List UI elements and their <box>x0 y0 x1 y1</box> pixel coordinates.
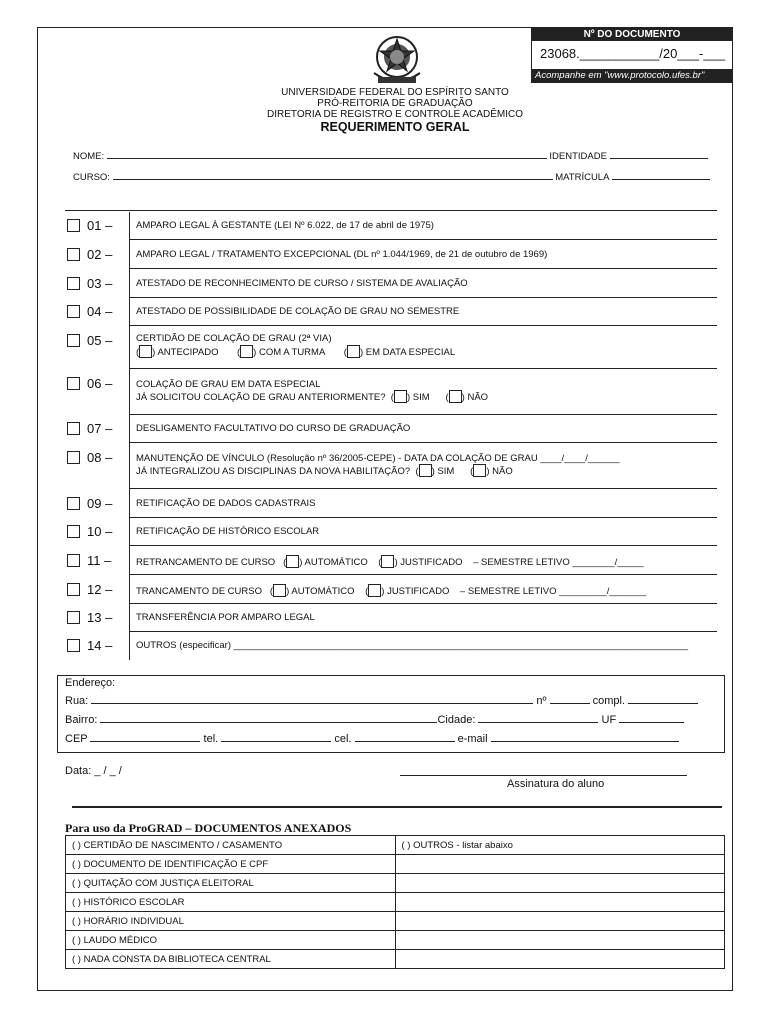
attached-documents-table <box>65 835 725 969</box>
item-separator <box>129 298 130 326</box>
document-row <box>66 855 725 874</box>
form-title: REQUERIMENTO GERAL <box>320 120 470 134</box>
item-separator <box>129 632 130 660</box>
course-input[interactable] <box>113 170 553 180</box>
identity-label: IDENTIDADE <box>549 151 607 162</box>
no-checkbox[interactable] <box>473 464 486 477</box>
item-question: JÁ INTEGRALIZOU AS DISCIPLINAS DA NOVA HABILITAÇÃO? <box>136 466 411 477</box>
item-label: RETIFICAÇÃO DE HISTÓRICO ESCOLAR <box>136 526 320 537</box>
item-text: TRANCAMENTO DE CURSO ( ) AUTOMÁTICO ( ) JUSTIFICADO – SEMESTRE LETIVO _________/_______ <box>136 586 647 597</box>
automatic-label: ) AUTOMÁTICO <box>286 586 355 597</box>
university-name: UNIVERSIDADE FEDERAL DO ESPÍRITO SANTO <box>281 87 509 98</box>
item-separator <box>129 575 130 604</box>
other-document-cell[interactable] <box>395 893 725 912</box>
signature-label: Assinatura do aluno <box>507 778 605 790</box>
item-separator <box>129 546 130 575</box>
complement-label: compl. <box>592 695 626 707</box>
no-label: ) NÃO <box>461 392 489 403</box>
item-checkbox[interactable] <box>67 219 80 232</box>
item-code: 08 – <box>87 450 113 465</box>
email-label: e-mail <box>457 733 488 745</box>
semester-field[interactable]: – SEMESTRE LETIVO ________/_____ <box>473 557 644 568</box>
item-checkbox[interactable] <box>67 248 80 261</box>
item-label: RETRANCAMENTO DE CURSO <box>136 557 276 568</box>
course-label: CURSO: <box>73 172 110 183</box>
city-input[interactable] <box>478 713 598 723</box>
item-checkbox[interactable] <box>67 611 80 624</box>
other-document-cell[interactable] <box>395 855 725 874</box>
item-label: COLAÇÃO DE GRAU EM DATA ESPECIAL <box>136 379 321 390</box>
street-row <box>65 694 698 707</box>
name-row <box>73 149 708 162</box>
item-code: 12 – <box>87 582 113 597</box>
phone-input[interactable] <box>221 732 331 742</box>
identity-input[interactable] <box>610 149 708 159</box>
automatic-label: ) AUTOMÁTICO <box>299 557 368 568</box>
other-document-cell[interactable] <box>395 874 725 893</box>
item-label: AMPARO LEGAL / TRATAMENTO EXCEPCIONAL (DL nº 1.044/1969, de 21 de outubro de 1969) <box>136 249 548 260</box>
item-code: 11 – <box>87 553 112 568</box>
item-label: TRANCAMENTO DE CURSO <box>136 586 262 597</box>
cep-label: CEP <box>65 733 88 745</box>
option-label: ) EM DATA ESPECIAL <box>359 347 456 358</box>
document-checkbox-item[interactable]: ( ) DOCUMENTO DE IDENTIFICAÇÃO E CPF <box>66 855 396 874</box>
semester-field[interactable]: – SEMESTRE LETIVO _________/_______ <box>459 586 647 597</box>
item-separator <box>129 415 130 443</box>
other-document-cell[interactable]: ( ) OUTROS - listar abaixo <box>395 836 725 855</box>
cell-label: cel. <box>334 733 352 745</box>
district-label: Bairro: <box>65 714 98 726</box>
request-item <box>65 212 717 240</box>
district-input[interactable] <box>100 713 437 723</box>
phone-label: tel. <box>203 733 219 745</box>
item-options: JÁ SOLICITOU COLAÇÃO DE GRAU ANTERIORMENTE? ( ) SIM ( ) NÃO <box>136 392 489 403</box>
state-label: UF <box>601 714 617 726</box>
option-label: ) ANTECIPADO <box>152 347 219 358</box>
document-row <box>66 836 725 855</box>
item-code: 14 – <box>87 638 113 653</box>
protocol-link[interactable]: Acompanhe em "www.protocolo.ufes.br" <box>532 69 732 82</box>
item-code: 13 – <box>87 610 113 625</box>
item-checkbox[interactable] <box>67 525 80 538</box>
pro-rectory-name: PRÓ-REITORIA DE GRADUAÇÃO <box>317 98 473 109</box>
document-row <box>66 912 725 931</box>
request-item <box>65 604 717 632</box>
yes-checkbox[interactable] <box>419 464 432 477</box>
item-question: JÁ SOLICITOU COLAÇÃO DE GRAU ANTERIORMENTE? <box>136 392 386 403</box>
document-number-header: Nº DO DOCUMENTO <box>532 28 732 41</box>
item-text: RETRANCAMENTO DE CURSO ( ) AUTOMÁTICO ( ) JUSTIFICADO – SEMESTRE LETIVO ________/_____ <box>136 557 644 568</box>
item-code: 04 – <box>87 304 113 319</box>
document-checkbox-item[interactable]: ( ) HORÁRIO INDIVIDUAL <box>66 912 396 931</box>
document-row <box>66 931 725 950</box>
item-separator <box>129 518 130 546</box>
item-checkbox[interactable] <box>67 497 80 510</box>
item-separator <box>129 240 130 269</box>
document-number-field[interactable]: 23068.___________/20___-___ <box>540 46 726 61</box>
prograd-title: Para uso da ProGRAD – DOCUMENTOS ANEXADOS <box>65 821 352 835</box>
automatic-checkbox[interactable] <box>286 555 299 568</box>
name-label: NOME: <box>73 151 105 162</box>
enrollment-label: MATRÍCULA <box>555 172 609 183</box>
justified-label: ) JUSTIFICADO <box>394 557 463 568</box>
document-row <box>66 893 725 912</box>
yes-label: ) SIM <box>406 392 430 403</box>
item-separator <box>129 369 130 415</box>
document-checkbox-item[interactable]: ( ) LAUDO MÉDICO <box>66 931 396 950</box>
document-row <box>66 874 725 893</box>
item-checkbox[interactable] <box>67 639 80 652</box>
form-header <box>200 87 590 133</box>
cell-input[interactable] <box>355 732 455 742</box>
request-item <box>65 632 717 660</box>
item-code: 02 – <box>87 247 113 262</box>
request-item <box>65 518 717 546</box>
request-item <box>65 298 717 326</box>
option-checkbox[interactable] <box>240 345 253 358</box>
contact-row <box>65 732 679 745</box>
state-input[interactable] <box>619 713 684 723</box>
request-item <box>65 369 717 415</box>
item-label: TRANSFERÊNCIA POR AMPARO LEGAL <box>136 612 315 623</box>
item-label: ATESTADO DE POSSIBILIDADE DE COLAÇÃO DE GRAU NO SEMESTRE <box>136 306 460 317</box>
item-separator <box>129 326 130 369</box>
item-code: 09 – <box>87 496 113 511</box>
other-document-cell[interactable] <box>395 912 725 931</box>
enrollment-input[interactable] <box>612 170 710 180</box>
document-checkbox-item[interactable]: ( ) NADA CONSTA DA BIBLIOTECA CENTRAL <box>66 950 396 969</box>
item-code: 06 – <box>87 376 113 391</box>
cep-input[interactable] <box>90 732 200 742</box>
item-separator <box>129 443 130 489</box>
justified-label: ) JUSTIFICADO <box>381 586 450 597</box>
item-label: AMPARO LEGAL À GESTANTE (LEI Nº 6.022, de 17 de abril de 1975) <box>136 220 434 231</box>
item-checkbox[interactable] <box>67 277 80 290</box>
item-checkbox[interactable] <box>67 334 80 347</box>
item-label: CERTIDÃO DE COLAÇÃO DE GRAU (2ª VIA) <box>136 333 332 344</box>
name-input[interactable] <box>107 149 547 159</box>
automatic-checkbox[interactable] <box>273 584 286 597</box>
address-label: Endereço: <box>65 677 116 689</box>
no-checkbox[interactable] <box>449 390 462 403</box>
option-label: ) COM A TURMA <box>253 347 326 358</box>
item-label: DESLIGAMENTO FACULTATIVO DO CURSO DE GRADUAÇÃO <box>136 423 411 434</box>
number-label: nº <box>536 695 547 707</box>
item-checkbox[interactable] <box>67 305 80 318</box>
request-item <box>65 489 717 518</box>
prograd-divider <box>72 806 722 808</box>
item-separator <box>129 269 130 298</box>
item-label: ATESTADO DE RECONHECIMENTO DE CURSO / SISTEMA DE AVALIAÇÃO <box>136 278 468 289</box>
item-checkbox[interactable] <box>67 451 80 464</box>
option-checkbox[interactable] <box>347 345 360 358</box>
request-item <box>65 443 717 489</box>
document-checkbox-item[interactable]: ( ) CERTIDÃO DE NASCIMENTO / CASAMENTO <box>66 836 396 855</box>
item-separator <box>129 604 130 632</box>
section-divider <box>65 210 717 211</box>
item-options: ( ) ANTECIPADO ( ) COM A TURMA ( ) EM DATA ESPECIAL <box>136 347 456 358</box>
signature-line[interactable] <box>400 775 687 776</box>
item-separator <box>129 212 130 240</box>
date-field[interactable]: Data: _ / _ / <box>65 765 122 777</box>
city-label: Cidade: <box>437 714 476 726</box>
yes-label: ) SIM <box>431 466 455 477</box>
other-document-cell[interactable] <box>395 950 725 969</box>
email-input[interactable] <box>491 732 679 742</box>
number-input[interactable] <box>550 694 590 704</box>
yes-checkbox[interactable] <box>394 390 407 403</box>
item-checkbox[interactable] <box>67 422 80 435</box>
course-row <box>73 170 710 183</box>
request-item <box>65 415 717 443</box>
item-options: JÁ INTEGRALIZOU AS DISCIPLINAS DA NOVA HABILITAÇÃO? ( ) SIM ( ) NÃO <box>136 466 513 477</box>
street-input[interactable] <box>91 694 533 704</box>
item-checkbox[interactable] <box>67 583 80 596</box>
item-label: MANUTENÇÃO DE VÍNCULO (Resolução nº 36/2005-CEPE) - DATA DA COLAÇÃO DE GRAU ____/____/______ <box>136 453 620 464</box>
brazil-coat-of-arms-icon <box>366 33 428 89</box>
item-code: 07 – <box>87 421 113 436</box>
document-number-box <box>531 27 733 83</box>
other-document-cell[interactable] <box>395 931 725 950</box>
request-item <box>65 546 717 575</box>
item-code: 03 – <box>87 276 113 291</box>
directorate-name: DIRETORIA DE REGISTRO E CONTROLE ACADÊMICO <box>267 109 523 120</box>
item-checkbox[interactable] <box>67 554 80 567</box>
option-checkbox[interactable] <box>139 345 152 358</box>
justified-checkbox[interactable] <box>381 555 394 568</box>
document-checkbox-item[interactable]: ( ) HISTÓRICO ESCOLAR <box>66 893 396 912</box>
address-box <box>57 675 725 753</box>
item-label: RETIFICAÇÃO DE DADOS CADASTRAIS <box>136 498 316 509</box>
item-code: 01 – <box>87 218 113 233</box>
district-row <box>65 713 684 726</box>
request-item <box>65 575 717 604</box>
document-checkbox-item[interactable]: ( ) QUITAÇÃO COM JUSTIÇA ELEITORAL <box>66 874 396 893</box>
request-item <box>65 240 717 269</box>
item-separator <box>129 489 130 518</box>
item-code: 05 – <box>87 333 113 348</box>
no-label: ) NÃO <box>486 466 513 477</box>
justified-checkbox[interactable] <box>368 584 381 597</box>
document-row <box>66 950 725 969</box>
item-label: OUTROS (especificar) ______________________________________________________________________________________ <box>136 640 689 651</box>
item-checkbox[interactable] <box>67 377 80 390</box>
street-label: Rua: <box>65 695 89 707</box>
request-item <box>65 269 717 298</box>
complement-input[interactable] <box>628 694 698 704</box>
request-item <box>65 326 717 369</box>
item-code: 10 – <box>87 524 113 539</box>
